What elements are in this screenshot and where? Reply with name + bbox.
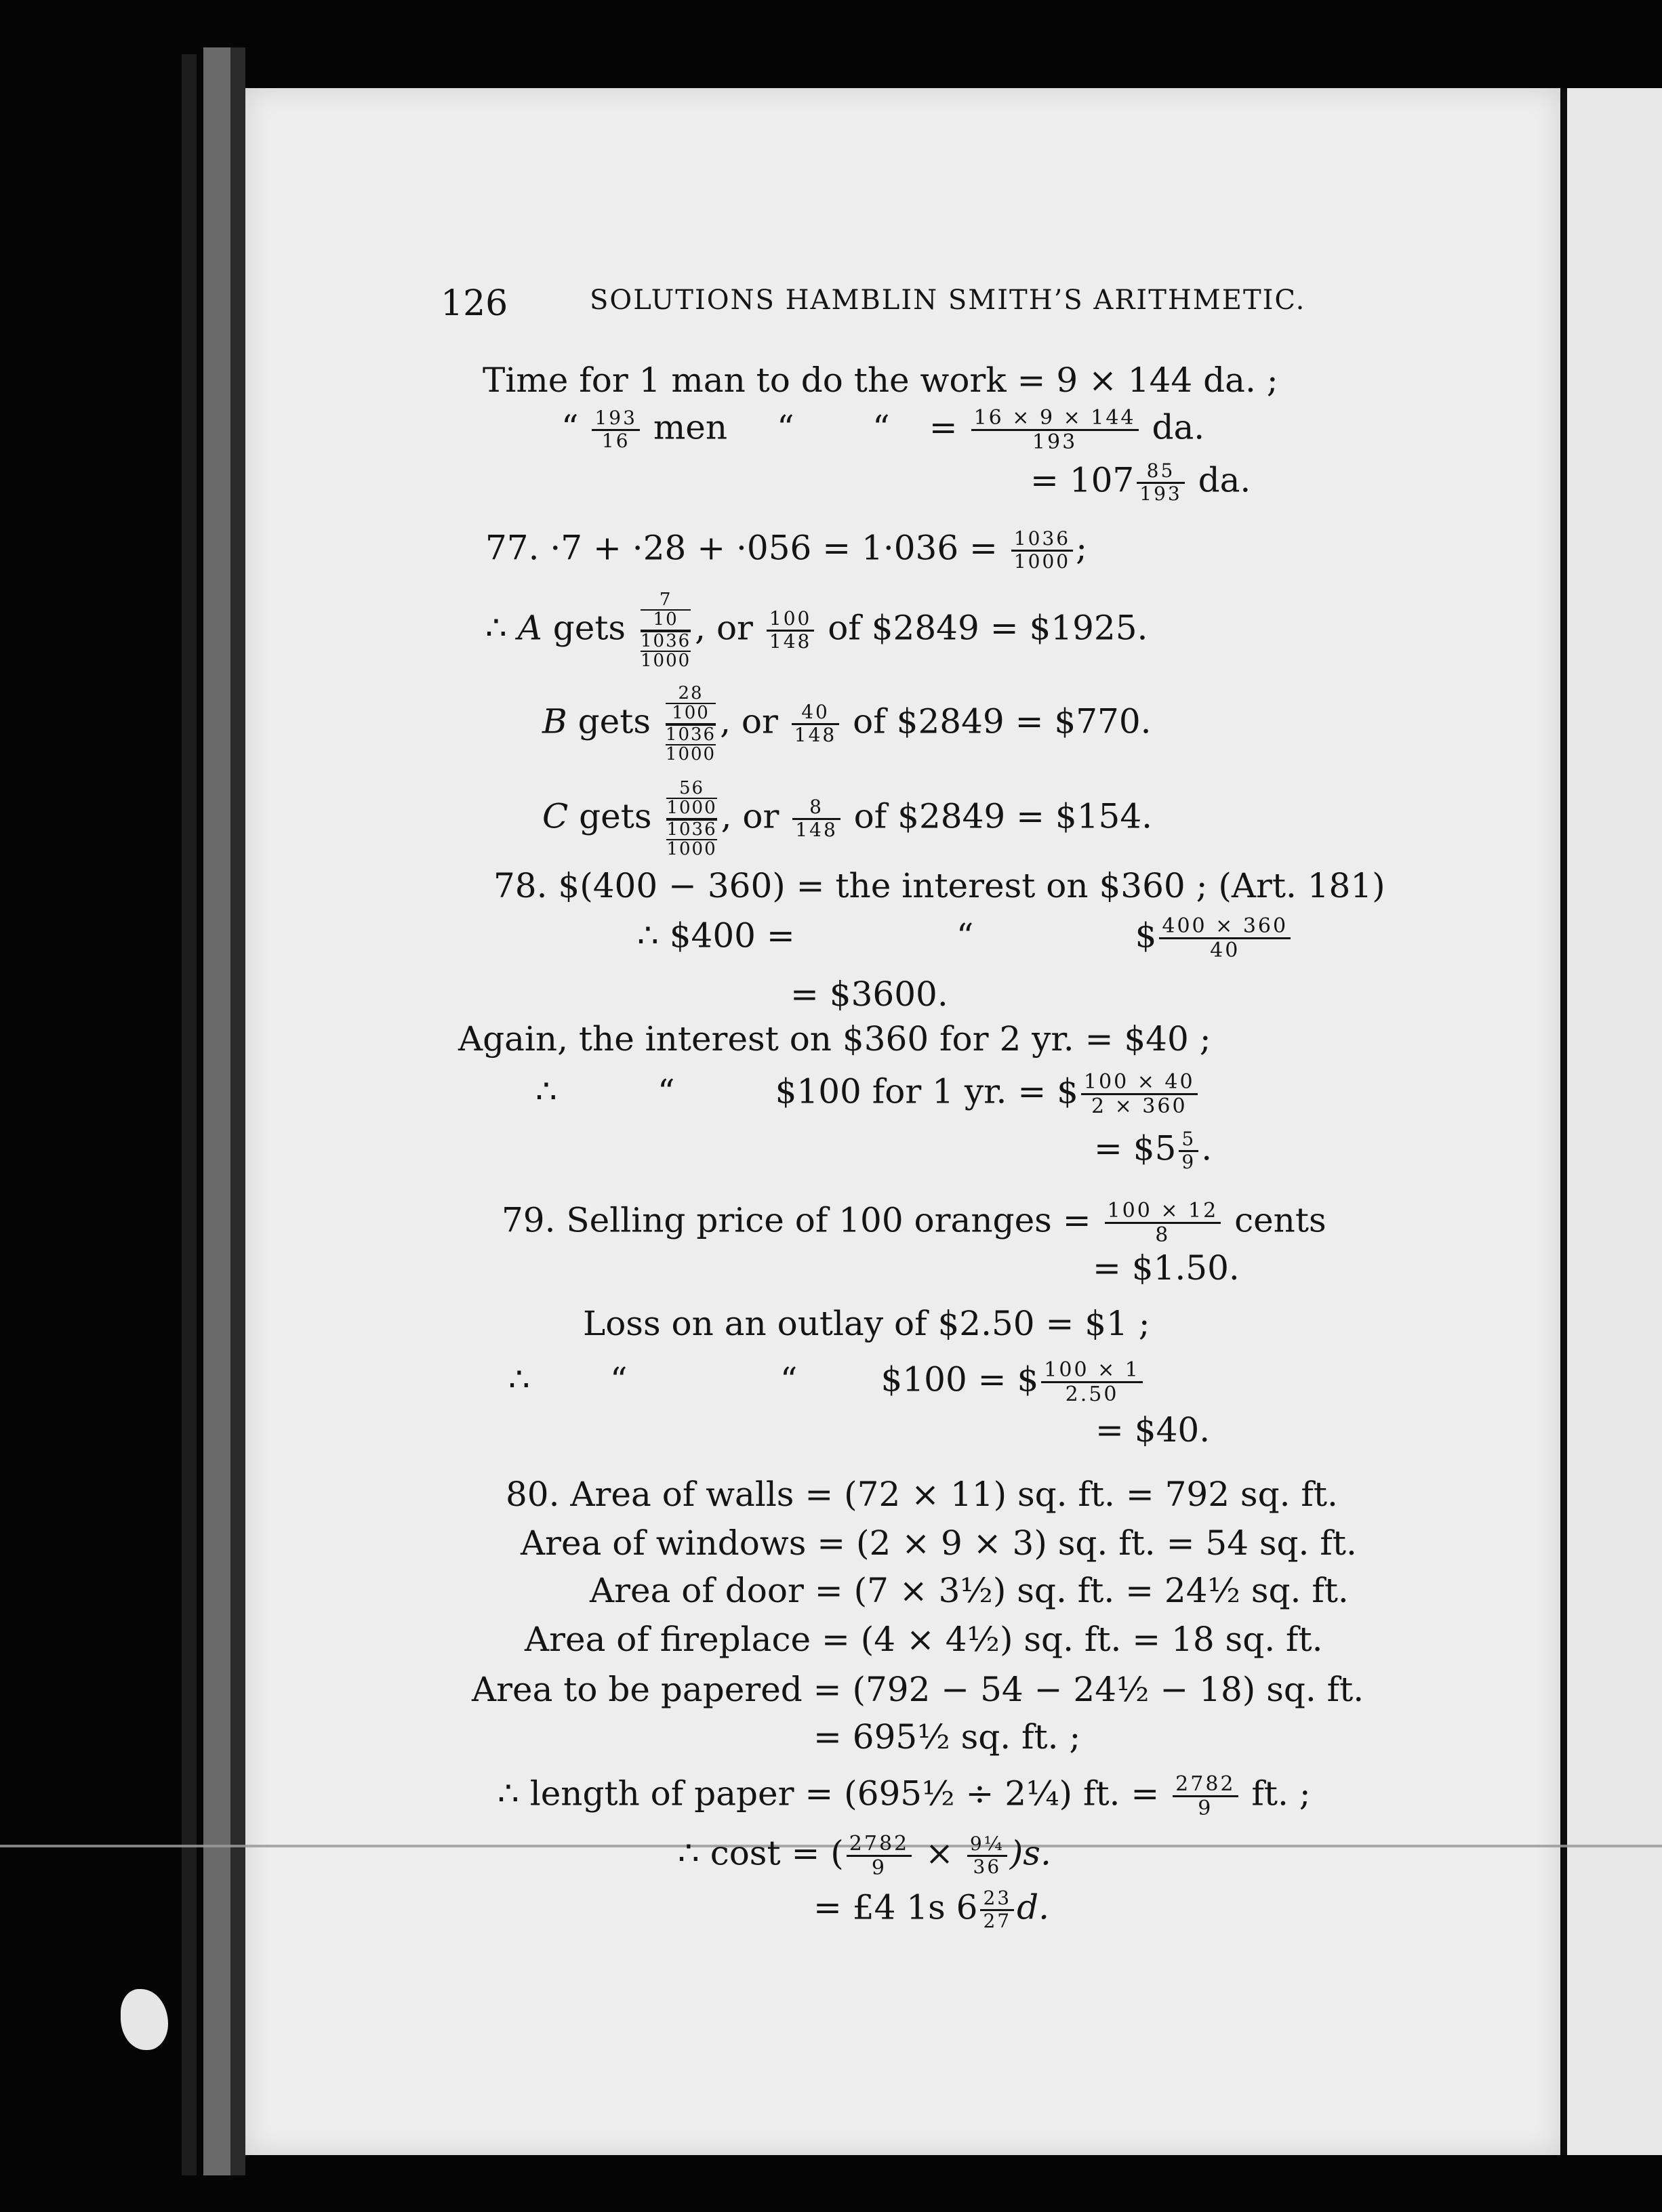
problem-78-line-5: ∴ “ $100 for 1 yr. = $ $\frac{100 \times 40}{2 \times 360}$ xyxy=(535,1071,1200,1118)
ditto-mark: “ xyxy=(956,916,974,956)
problem-77-line-1: 77. ·7 + ·28 + ·056 = 1·036 = $\frac{1036}{1000}$ ; xyxy=(485,527,1087,573)
problem-79-line-3: Loss on an outlay of $2.50 = $1 ; xyxy=(583,1304,1150,1343)
book-spine-edge xyxy=(182,54,197,2175)
problem-77-c-gets: C gets 56 1000 1036 1000 , or $\frac{8}{148}$ of $2849 = $154. xyxy=(542,778,1153,859)
ditto-mark: “ xyxy=(561,407,579,447)
problem-77-b-gets: B gets 28 100 1036 1000 , or $\frac{40}{148}$ of $2849 = $770. xyxy=(542,683,1152,764)
running-header: SOLUTIONS HAMBLIN SMITH’S ARITHMETIC. xyxy=(590,285,1306,316)
ditto-mark: “ xyxy=(872,407,890,447)
fraction: $\frac{2782}{9}$ xyxy=(847,1832,912,1879)
problem-80-length: ∴ length of paper = (695½ ÷ 2¼) ft. = $\frac{2782}{9}$ ft. ; xyxy=(498,1772,1311,1820)
complex-fraction: 28 100 1036 1000 xyxy=(665,683,716,764)
problem-79-line-4: ∴ “ “ $100 = $ $\frac{100 \times 1}{2.50}$ xyxy=(508,1359,1146,1406)
fraction: $\frac{5}{9}$ xyxy=(1179,1129,1198,1173)
fraction: $\frac{2782}{9}$ xyxy=(1173,1773,1238,1820)
fraction: $\frac{1036}{1000}$ xyxy=(1011,529,1073,573)
problem-80-cost: ∴ cost = ( $\frac{2782}{9}$ × $\frac{\text{9¼}}{36}$ )s. xyxy=(678,1832,1051,1880)
paper-smudge xyxy=(121,1989,168,2050)
time-line-2: “ $\frac{193}{16}$ men “ “ = $\frac{16 \times 9 \times 144}{193}$ da. xyxy=(561,406,1205,454)
ditto-mark: “ xyxy=(779,1359,798,1399)
fraction: $\frac{85}{193}$ xyxy=(1137,461,1184,505)
problem-78-line-6: = $5 $\frac{5}{9}$ . xyxy=(1094,1128,1213,1173)
fraction: $\frac{100 \times 40}{2 \times 360}$ xyxy=(1081,1071,1198,1118)
fraction: $\frac{400 \times 360}{40}$ xyxy=(1159,915,1291,962)
ditto-mark: “ xyxy=(777,407,794,447)
time-line-1: Time for 1 man to do the work = 9 × 144 da. ; xyxy=(483,361,1278,400)
ditto-mark: “ xyxy=(609,1359,628,1399)
fraction: $\frac{23}{27}$ xyxy=(980,1888,1014,1932)
problem-80-windows: Area of windows = (2 × 9 × 3) sq. ft. = 54 sq. ft. xyxy=(521,1523,1357,1563)
fraction: $\frac{100 \times 1}{2.50}$ xyxy=(1041,1359,1143,1406)
problem-80-door: Area of door = (7 × 3½) sq. ft. = 24½ sq. ft. xyxy=(590,1571,1349,1610)
page-number: 126 xyxy=(441,283,508,324)
fraction: $\frac{8}{148}$ xyxy=(792,797,840,841)
book-spine xyxy=(203,47,230,2175)
problem-79-line-5: = $40. xyxy=(1095,1410,1211,1450)
fraction: $\frac{16 \times 9 \times 144}{193}$ xyxy=(971,407,1139,453)
problem-80-walls: 80. Area of walls = (72 × 11) sq. ft. = 792 sq. ft. xyxy=(506,1475,1338,1514)
fraction: $\frac{100}{148}$ xyxy=(767,609,814,653)
book-spine-shadow xyxy=(230,47,245,2175)
ditto-mark: “ xyxy=(657,1071,675,1111)
problem-79-line-1: 79. Selling price of 100 oranges = $\frac{100 \times 12}{8}$ cents xyxy=(502,1199,1326,1247)
complex-fraction: 7 10 1036 1000 xyxy=(641,590,691,671)
problem-80-papered-2: = 695½ sq. ft. ; xyxy=(813,1717,1081,1757)
problem-78-line-2: ∴ $400 = “ $ $\frac{400 \times 360}{40}$ xyxy=(637,915,1293,962)
problem-77-a-gets: ∴ A gets 7 10 1036 1000 , or $\frac{100}{148}$ of $2849 = $1925. xyxy=(485,590,1148,671)
fraction: $\frac{40}{148}$ xyxy=(792,702,839,746)
problem-80-result: = £4 1s 6 $\frac{23}{27}$ d. xyxy=(813,1887,1050,1932)
time-line-3: = 107 $\frac{85}{193}$ da. xyxy=(1030,459,1251,505)
fraction: $\frac{\text{9¼}}{36}$ xyxy=(967,1834,1007,1878)
problem-78-line-4: Again, the interest on $360 for 2 yr. = $40 ; xyxy=(458,1019,1211,1059)
fraction: $\frac{193}{16}$ xyxy=(592,408,639,452)
problem-80-fireplace: Area of fireplace = (4 × 4½) sq. ft. = 18 sq. ft. xyxy=(525,1620,1323,1659)
fraction: $\frac{100 \times 12}{8}$ xyxy=(1105,1200,1221,1246)
problem-78-line-3: = $3600. xyxy=(790,975,948,1014)
problem-79-line-2: = $1.50. xyxy=(1093,1248,1240,1288)
problem-80-papered: Area to be papered = (792 − 54 − 24½ − 18) sq. ft. xyxy=(472,1670,1364,1709)
problem-78-line-1: 78. $(400 − 360) = the interest on $360 ; (Art. 181) xyxy=(493,866,1385,905)
complex-fraction: 56 1000 1036 1000 xyxy=(666,778,717,859)
